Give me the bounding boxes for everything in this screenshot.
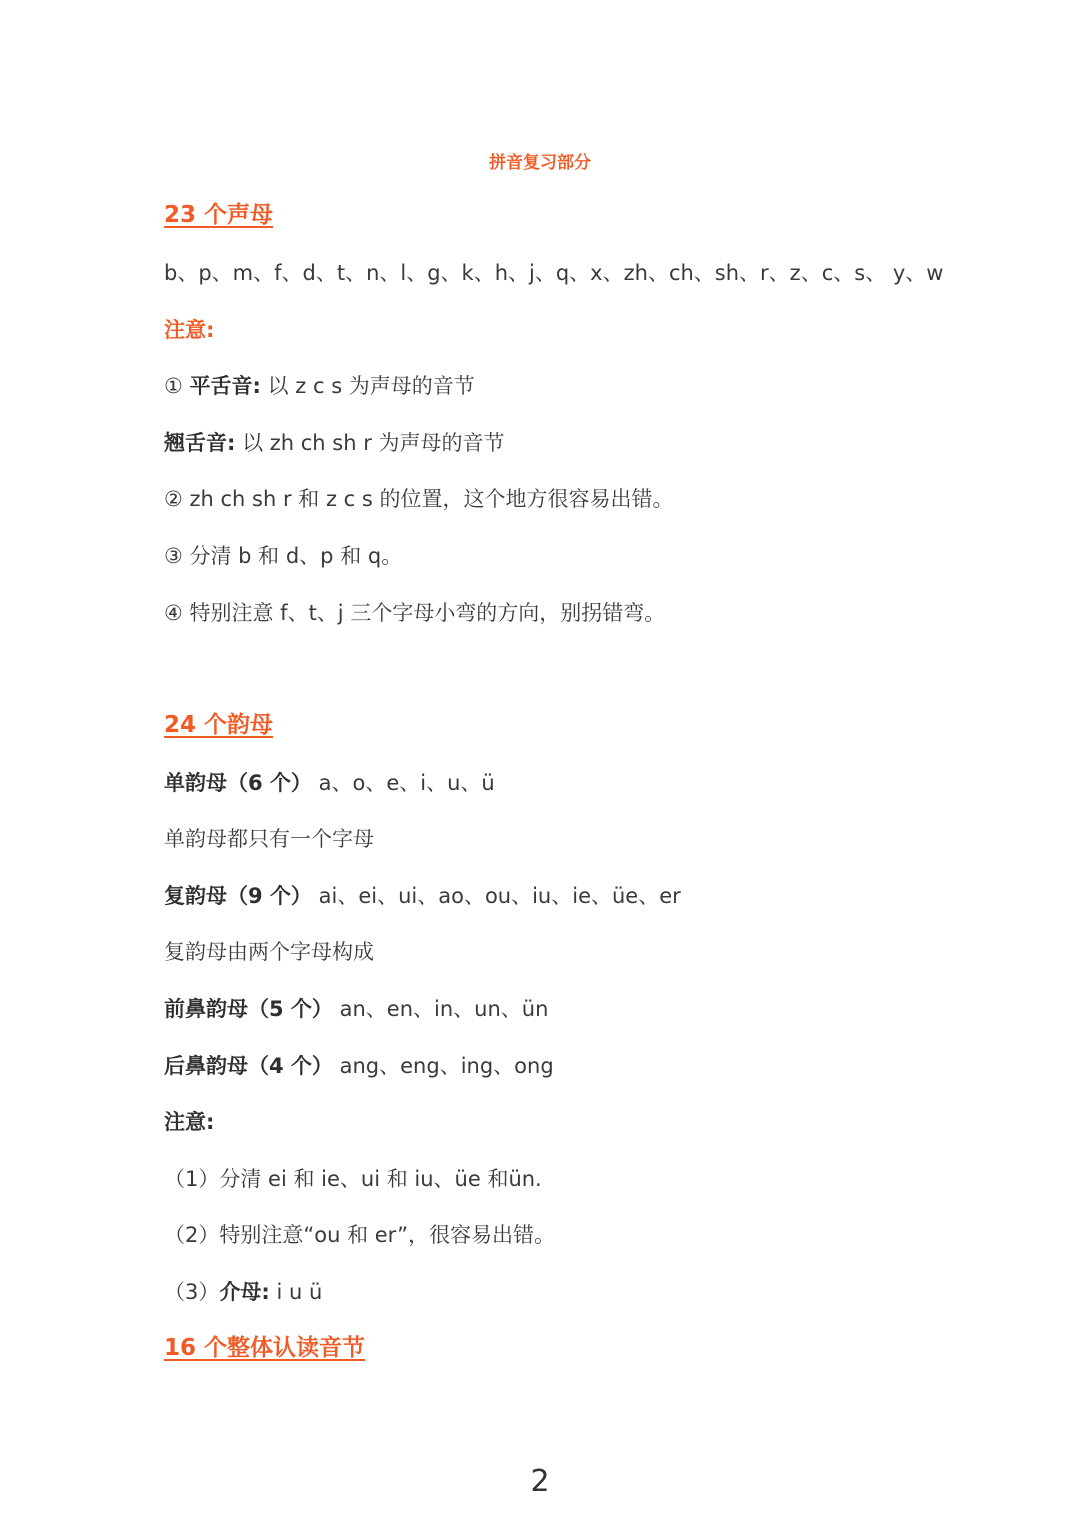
note-1b-text: 以 zh ch sh r 为声母的音节 [235, 431, 505, 455]
yunmu-single-note: 单韵母都只有一个字母 [164, 827, 374, 851]
yunmu-note-1: （1）分清 ei 和 ie、ui 和 iu、üe 和ün. [164, 1167, 542, 1191]
back-label: 后鼻韵母（4 个） [164, 1054, 333, 1078]
shengmu-note-1 [164, 371, 475, 401]
front-list: an、en、in、un、ün [339, 997, 549, 1021]
yunmu-compound-note: 复韵母由两个字母构成 [164, 940, 374, 964]
note-3-text: i u ü [269, 1280, 323, 1304]
yunmu-compound [164, 881, 681, 911]
compound-label: 复韵母（9 个） [164, 884, 312, 908]
shengmu-list: b、p、m、f、d、t、n、l、g、k、h、j、q、x、zh、ch、sh、r、z、c、s、 y、w [164, 261, 944, 285]
note-1-label: 平舌音: [189, 374, 261, 398]
front-label: 前鼻韵母（5 个） [164, 997, 333, 1021]
note-3-prefix: （3） [164, 1280, 220, 1304]
note-1-prefix: ① [164, 374, 190, 398]
yunmu-single [164, 768, 495, 798]
yunmu-note-label: 注意: [164, 1110, 215, 1134]
section-heading-yunmu: 24 个韵母 [164, 712, 274, 738]
single-list: a、o、e、i、u、ü [318, 771, 495, 795]
yunmu-back-nasal [164, 1051, 554, 1081]
shengmu-note-3: ③ 分清 b 和 d、p 和 q。 [164, 544, 403, 568]
note-1b-label: 翘舌音: [164, 431, 236, 455]
page-number: 2 [530, 1464, 550, 1499]
back-list: ang、eng、ing、ong [339, 1054, 554, 1078]
single-label: 单韵母（6 个） [164, 771, 312, 795]
note-3-label: 介母: [219, 1280, 270, 1304]
shengmu-note-1b [164, 428, 505, 458]
note-1-text: 以 z c s 为声母的音节 [260, 374, 475, 398]
compound-list: ai、ei、ui、ao、ou、iu、ie、üe、er [318, 884, 681, 908]
page-title: 拼音复习部分 [489, 153, 591, 173]
section-heading-zhengti: 16 个整体认读音节 [164, 1335, 366, 1361]
shengmu-note-label: 注意: [164, 318, 215, 342]
yunmu-note-2: （2）特别注意“ou 和 er”，很容易出错。 [164, 1223, 556, 1247]
shengmu-note-4: ④ 特别注意 f、t、j 三个字母小弯的方向，别拐错弯。 [164, 601, 666, 625]
yunmu-note-3 [164, 1277, 322, 1307]
shengmu-note-2: ② zh ch sh r 和 z c s 的位置，这个地方很容易出错。 [164, 487, 674, 511]
yunmu-front-nasal [164, 994, 548, 1024]
section-heading-shengmu: 23 个声母 [164, 202, 274, 228]
